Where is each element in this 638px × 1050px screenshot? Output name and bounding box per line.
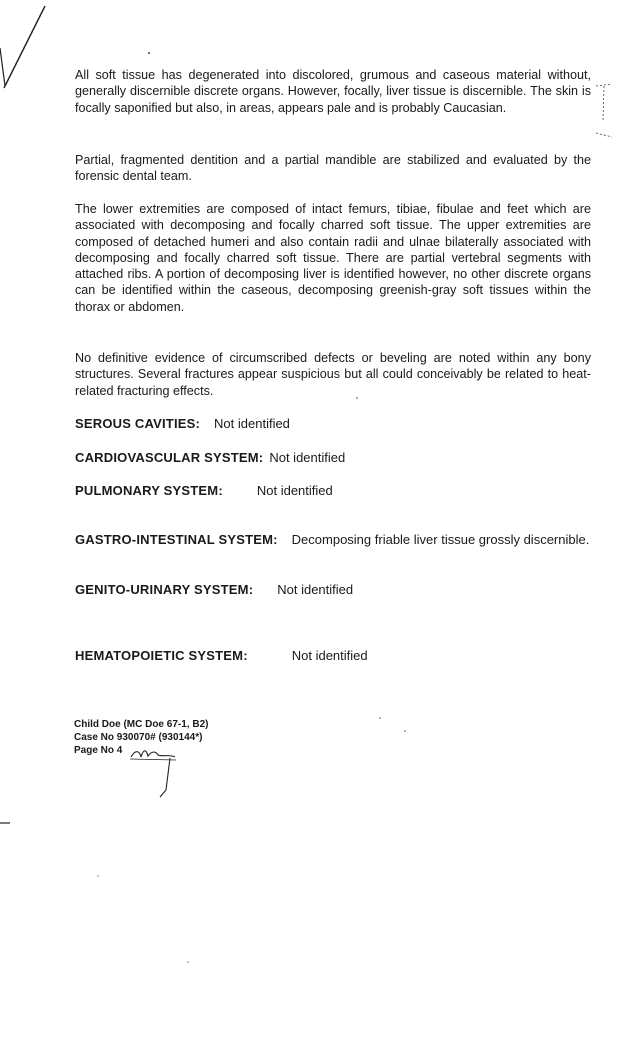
section-genito-urinary-system xyxy=(75,582,591,598)
section-value: Not identified xyxy=(269,450,346,465)
section-value: Not identified xyxy=(214,416,290,431)
speck xyxy=(148,52,150,54)
footer-case-name: Child Doe (MC Doe 67-1, B2) xyxy=(74,719,209,730)
section-gastro-intestinal-system xyxy=(75,532,591,548)
paragraph-extremities: The lower extremities are composed of intact femurs, tibiae, fibulae and feet which are associated with decomposing and focally charred soft tissue. The upper extremities are composed of detached humeri and also contain radii and ulnae bilaterally associated with decomposing and focally charred soft tissue. There are partial vertebral segments with attached ribs. A portion of decomposing liver is identified however, no other discrete organs can be identified within the caseous, decomposing greenish-gray soft tissues within the thorax or abdomen. xyxy=(75,202,591,314)
section-label: PULMONARY SYSTEM: xyxy=(75,483,223,498)
footer-page-number: Page No 4 xyxy=(74,745,123,756)
section-label: CARDIOVASCULAR SYSTEM: xyxy=(75,450,264,465)
speck xyxy=(379,717,381,719)
section-label: SEROUS CAVITIES: xyxy=(75,416,201,431)
corner-slash-mark xyxy=(4,6,45,88)
section-value: Not identified xyxy=(291,648,368,663)
speck xyxy=(404,730,406,732)
paragraph-dentition: Partial, fragmented dentition and a partial mandible are stabilized and evaluated by the forensic dental team. xyxy=(75,153,591,184)
section-serous-cavities xyxy=(75,416,591,432)
section-pulmonary-system xyxy=(75,483,591,499)
section-hematopoietic-system xyxy=(75,648,591,664)
page-initials-underline xyxy=(130,759,176,760)
page-initials-stroke xyxy=(160,758,170,797)
paragraph-bony-structures: No definitive evidence of circumscribed defects or beveling are noted within any bony structures. Several fractures appear suspicious but all could conceivably be related to heat-related fracturing effects. xyxy=(75,351,591,398)
section-cardiovascular-system xyxy=(75,450,591,466)
document-footer xyxy=(74,718,208,757)
footer-case-number: Case No 930070# (930144*) xyxy=(74,732,203,743)
margin-bracket-mark xyxy=(596,84,612,137)
section-label: GASTRO-INTESTINAL SYSTEM: xyxy=(75,532,278,547)
section-label: HEMATOPOIETIC SYSTEM: xyxy=(75,648,248,663)
paragraph-soft-tissue: All soft tissue has degenerated into discolored, grumous and caseous material without, generally discernible discrete organs. However, focally, liver tissue is discernible. The skin is focally saponified but also, in areas, appears pale and is probably Caucasian. xyxy=(75,68,591,115)
speck xyxy=(187,961,188,962)
section-value: Not identified xyxy=(277,582,354,597)
section-value: Decomposing friable liver tissue grossly discernible. xyxy=(291,532,590,547)
section-value: Not identified xyxy=(256,483,333,498)
speck xyxy=(97,875,98,876)
corner-tick-mark xyxy=(0,48,5,86)
section-label: GENITO-URINARY SYSTEM: xyxy=(75,582,254,597)
